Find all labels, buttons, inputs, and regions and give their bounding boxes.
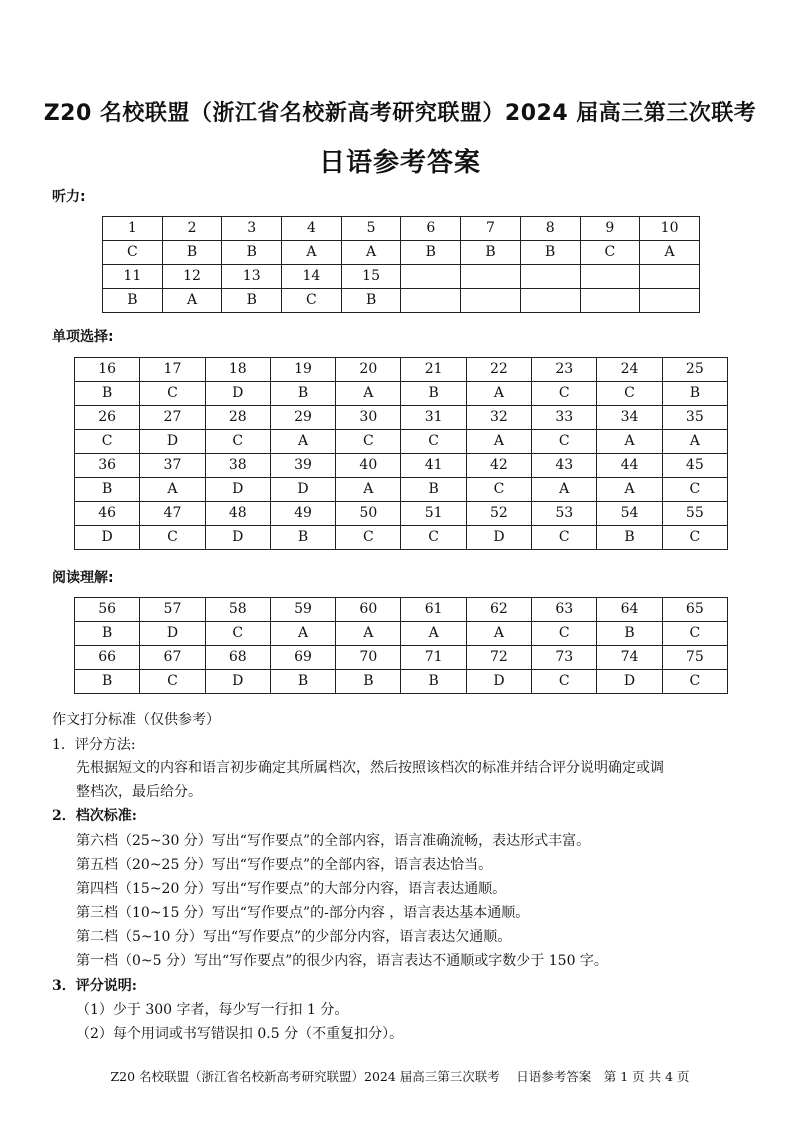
answer-cell: B bbox=[597, 622, 662, 646]
question-number-cell: 38 bbox=[205, 454, 270, 478]
question-number-cell bbox=[520, 265, 580, 289]
answer-cell: D bbox=[597, 670, 662, 694]
answer-cell: D bbox=[140, 430, 205, 454]
answer-cell: C bbox=[140, 382, 205, 406]
question-number-cell: 53 bbox=[532, 502, 597, 526]
question-number-cell: 39 bbox=[270, 454, 335, 478]
answer-cell: C bbox=[532, 622, 597, 646]
question-number-cell: 68 bbox=[205, 646, 270, 670]
question-number-cell: 8 bbox=[520, 217, 580, 241]
answer-cell: C bbox=[662, 526, 727, 550]
answer-cell: C bbox=[662, 622, 727, 646]
question-number-cell: 71 bbox=[401, 646, 466, 670]
question-number-cell: 12 bbox=[162, 265, 222, 289]
question-number-cell: 7 bbox=[461, 217, 521, 241]
question-number-cell: 34 bbox=[597, 406, 662, 430]
table-row bbox=[75, 598, 728, 622]
answer-cell: A bbox=[336, 478, 401, 502]
table-row bbox=[103, 265, 700, 289]
answer-cell: A bbox=[270, 430, 335, 454]
answer-cell: C bbox=[140, 670, 205, 694]
note-item: （2）每个用词或书写错误扣 0.5 分（不重复扣分）。 bbox=[76, 1026, 404, 1042]
answer-cell: B bbox=[103, 289, 163, 313]
question-number-cell: 25 bbox=[662, 358, 727, 382]
question-number-cell: 15 bbox=[341, 265, 401, 289]
question-number-cell: 13 bbox=[222, 265, 282, 289]
answer-cell: C bbox=[597, 382, 662, 406]
answer-cell: A bbox=[341, 241, 401, 265]
answer-cell: B bbox=[401, 241, 461, 265]
levels-title: 2．档次标准: bbox=[52, 808, 137, 824]
table-row bbox=[103, 289, 700, 313]
question-number-cell: 72 bbox=[466, 646, 531, 670]
question-number-cell: 32 bbox=[466, 406, 531, 430]
notes-title: 3．评分说明: bbox=[52, 978, 137, 994]
table-row bbox=[75, 478, 728, 502]
question-number-cell: 40 bbox=[336, 454, 401, 478]
page-footer: Z20 名校联盟（浙江省名校新高考研究联盟）2024 届高三第三次联考 日语参考答案 第 1 页 共 4 页 bbox=[110, 1069, 690, 1084]
reading-answer-table bbox=[74, 597, 728, 694]
question-number-cell: 45 bbox=[662, 454, 727, 478]
single-choice-label: 单项选择: bbox=[52, 329, 114, 345]
question-number-cell: 33 bbox=[532, 406, 597, 430]
answer-cell bbox=[520, 289, 580, 313]
answer-cell: B bbox=[162, 241, 222, 265]
answer-cell: B bbox=[75, 382, 140, 406]
question-number-cell: 66 bbox=[75, 646, 140, 670]
answer-cell: C bbox=[336, 430, 401, 454]
answer-cell: C bbox=[103, 241, 163, 265]
answer-cell: B bbox=[222, 289, 282, 313]
answer-cell bbox=[461, 289, 521, 313]
question-number-cell: 30 bbox=[336, 406, 401, 430]
question-number-cell: 23 bbox=[532, 358, 597, 382]
answer-cell: A bbox=[662, 430, 727, 454]
answer-cell: C bbox=[205, 622, 270, 646]
question-number-cell: 46 bbox=[75, 502, 140, 526]
question-number-cell: 69 bbox=[270, 646, 335, 670]
question-number-cell: 47 bbox=[140, 502, 205, 526]
question-number-cell: 18 bbox=[205, 358, 270, 382]
answer-cell: B bbox=[270, 526, 335, 550]
answer-cell: A bbox=[336, 622, 401, 646]
table-row bbox=[75, 406, 728, 430]
answer-cell: B bbox=[270, 382, 335, 406]
question-number-cell: 61 bbox=[401, 598, 466, 622]
question-number-cell: 35 bbox=[662, 406, 727, 430]
table-row bbox=[75, 622, 728, 646]
question-number-cell: 43 bbox=[532, 454, 597, 478]
question-number-cell: 5 bbox=[341, 217, 401, 241]
answer-cell: B bbox=[520, 241, 580, 265]
answer-cell: B bbox=[401, 382, 466, 406]
table-row bbox=[103, 217, 700, 241]
level-item: 第三档（10~15 分）写出“写作要点”的-部分内容 ，语言表达基本通顺。 bbox=[76, 905, 530, 921]
question-number-cell: 67 bbox=[140, 646, 205, 670]
answer-cell: A bbox=[270, 622, 335, 646]
answer-cell: A bbox=[401, 622, 466, 646]
answer-cell: B bbox=[401, 478, 466, 502]
question-number-cell: 55 bbox=[662, 502, 727, 526]
listening-label: 听力: bbox=[52, 189, 86, 205]
question-number-cell: 63 bbox=[532, 598, 597, 622]
question-number-cell: 36 bbox=[75, 454, 140, 478]
level-item: 第四档（15~20 分）写出“写作要点”的大部分内容，语言表达通顺。 bbox=[76, 881, 507, 897]
answer-cell: C bbox=[532, 526, 597, 550]
table-row bbox=[75, 646, 728, 670]
answer-cell: D bbox=[140, 622, 205, 646]
question-number-cell bbox=[461, 265, 521, 289]
answer-cell: A bbox=[140, 478, 205, 502]
level-item: 第五档（20~25 分）写出“写作要点”的全部内容，语言表达恰当。 bbox=[76, 857, 493, 873]
table-row bbox=[75, 526, 728, 550]
question-number-cell: 17 bbox=[140, 358, 205, 382]
question-number-cell bbox=[580, 265, 640, 289]
single-choice-answer-table bbox=[74, 357, 728, 550]
question-number-cell: 19 bbox=[270, 358, 335, 382]
answer-cell: B bbox=[336, 670, 401, 694]
question-number-cell: 64 bbox=[597, 598, 662, 622]
method-text-line-2: 整档次，最后给分。 bbox=[76, 784, 202, 800]
answer-cell: D bbox=[270, 478, 335, 502]
question-number-cell: 16 bbox=[75, 358, 140, 382]
answer-cell: C bbox=[662, 478, 727, 502]
question-number-cell: 37 bbox=[140, 454, 205, 478]
question-number-cell bbox=[640, 265, 700, 289]
answer-cell: A bbox=[466, 622, 531, 646]
answer-cell: C bbox=[532, 670, 597, 694]
answer-cell: C bbox=[532, 382, 597, 406]
question-number-cell: 74 bbox=[597, 646, 662, 670]
question-number-cell: 2 bbox=[162, 217, 222, 241]
table-row bbox=[75, 430, 728, 454]
answer-cell: C bbox=[466, 478, 531, 502]
answer-cell: B bbox=[75, 622, 140, 646]
answer-cell: A bbox=[640, 241, 700, 265]
question-number-cell: 52 bbox=[466, 502, 531, 526]
page-title: Z20 名校联盟（浙江省名校新高考研究联盟）2024 届高三第三次联考 bbox=[43, 101, 757, 126]
answer-cell: D bbox=[205, 526, 270, 550]
answer-cell: C bbox=[140, 526, 205, 550]
question-number-cell: 11 bbox=[103, 265, 163, 289]
question-number-cell: 9 bbox=[580, 217, 640, 241]
question-number-cell: 21 bbox=[401, 358, 466, 382]
answer-cell: C bbox=[401, 526, 466, 550]
note-item: （1）少于 300 字者，每少写一行扣 1 分。 bbox=[76, 1002, 349, 1018]
question-number-cell: 59 bbox=[270, 598, 335, 622]
question-number-cell: 50 bbox=[336, 502, 401, 526]
answer-cell: C bbox=[336, 526, 401, 550]
answer-cell: B bbox=[75, 478, 140, 502]
table-row bbox=[75, 670, 728, 694]
question-number-cell: 57 bbox=[140, 598, 205, 622]
question-number-cell: 31 bbox=[401, 406, 466, 430]
question-number-cell: 24 bbox=[597, 358, 662, 382]
question-number-cell: 14 bbox=[282, 265, 342, 289]
question-number-cell: 62 bbox=[466, 598, 531, 622]
answer-cell: A bbox=[162, 289, 222, 313]
question-number-cell: 75 bbox=[662, 646, 727, 670]
level-item: 第二档（5~10 分）写出“写作要点”的少部分内容，语言表达欠通顺。 bbox=[76, 929, 512, 945]
table-row bbox=[75, 382, 728, 406]
answer-cell: C bbox=[401, 430, 466, 454]
answer-cell: C bbox=[75, 430, 140, 454]
question-number-cell: 70 bbox=[336, 646, 401, 670]
answer-cell bbox=[580, 289, 640, 313]
question-number-cell: 4 bbox=[282, 217, 342, 241]
answer-cell: A bbox=[597, 478, 662, 502]
answer-cell: C bbox=[662, 670, 727, 694]
answer-cell: A bbox=[532, 478, 597, 502]
reading-label: 阅读理解: bbox=[52, 570, 114, 586]
answer-cell: B bbox=[662, 382, 727, 406]
answer-cell: C bbox=[205, 430, 270, 454]
answer-cell: B bbox=[270, 670, 335, 694]
answer-cell: C bbox=[532, 430, 597, 454]
listening-answer-table bbox=[102, 216, 700, 313]
method-title: 1．评分方法: bbox=[52, 737, 136, 753]
answer-cell: A bbox=[282, 241, 342, 265]
table-row bbox=[75, 454, 728, 478]
question-number-cell: 6 bbox=[401, 217, 461, 241]
level-item: 第一档（0~5 分）写出“写作要点”的很少内容，语言表达不通顺或字数少于 150 字。 bbox=[76, 953, 608, 969]
question-number-cell: 60 bbox=[336, 598, 401, 622]
answer-cell bbox=[401, 289, 461, 313]
table-row bbox=[75, 502, 728, 526]
answer-cell: A bbox=[466, 382, 531, 406]
question-number-cell: 41 bbox=[401, 454, 466, 478]
answer-cell: D bbox=[205, 670, 270, 694]
question-number-cell: 65 bbox=[662, 598, 727, 622]
level-item: 第六档（25~30 分）写出“写作要点”的全部内容，语言准确流畅，表达形式丰富。 bbox=[76, 833, 591, 849]
question-number-cell: 26 bbox=[75, 406, 140, 430]
answer-cell: A bbox=[336, 382, 401, 406]
question-number-cell: 44 bbox=[597, 454, 662, 478]
question-number-cell: 49 bbox=[270, 502, 335, 526]
answer-cell: B bbox=[597, 526, 662, 550]
question-number-cell bbox=[401, 265, 461, 289]
question-number-cell: 73 bbox=[532, 646, 597, 670]
method-text-line-1: 先根据短文的内容和语言初步确定其所属档次，然后按照该档次的标准并结合评分说明确定或调 bbox=[76, 760, 664, 776]
answer-cell: A bbox=[597, 430, 662, 454]
answer-cell: B bbox=[75, 670, 140, 694]
answer-cell: B bbox=[401, 670, 466, 694]
answer-cell: C bbox=[580, 241, 640, 265]
answer-cell bbox=[640, 289, 700, 313]
question-number-cell: 10 bbox=[640, 217, 700, 241]
question-number-cell: 58 bbox=[205, 598, 270, 622]
question-number-cell: 29 bbox=[270, 406, 335, 430]
question-number-cell: 1 bbox=[103, 217, 163, 241]
question-number-cell: 28 bbox=[205, 406, 270, 430]
page-subtitle: 日语参考答案 bbox=[318, 148, 481, 178]
answer-cell: A bbox=[466, 430, 531, 454]
question-number-cell: 48 bbox=[205, 502, 270, 526]
answer-cell: B bbox=[222, 241, 282, 265]
answer-cell: D bbox=[75, 526, 140, 550]
essay-heading: 作文打分标准（仅供参考） bbox=[52, 712, 220, 728]
question-number-cell: 27 bbox=[140, 406, 205, 430]
question-number-cell: 3 bbox=[222, 217, 282, 241]
table-row bbox=[75, 358, 728, 382]
answer-cell: D bbox=[205, 382, 270, 406]
question-number-cell: 42 bbox=[466, 454, 531, 478]
answer-cell: B bbox=[461, 241, 521, 265]
question-number-cell: 51 bbox=[401, 502, 466, 526]
question-number-cell: 54 bbox=[597, 502, 662, 526]
answer-cell: B bbox=[341, 289, 401, 313]
answer-cell: C bbox=[282, 289, 342, 313]
table-row bbox=[103, 241, 700, 265]
question-number-cell: 22 bbox=[466, 358, 531, 382]
question-number-cell: 56 bbox=[75, 598, 140, 622]
answer-cell: D bbox=[205, 478, 270, 502]
answer-cell: D bbox=[466, 526, 531, 550]
answer-cell: D bbox=[466, 670, 531, 694]
question-number-cell: 20 bbox=[336, 358, 401, 382]
